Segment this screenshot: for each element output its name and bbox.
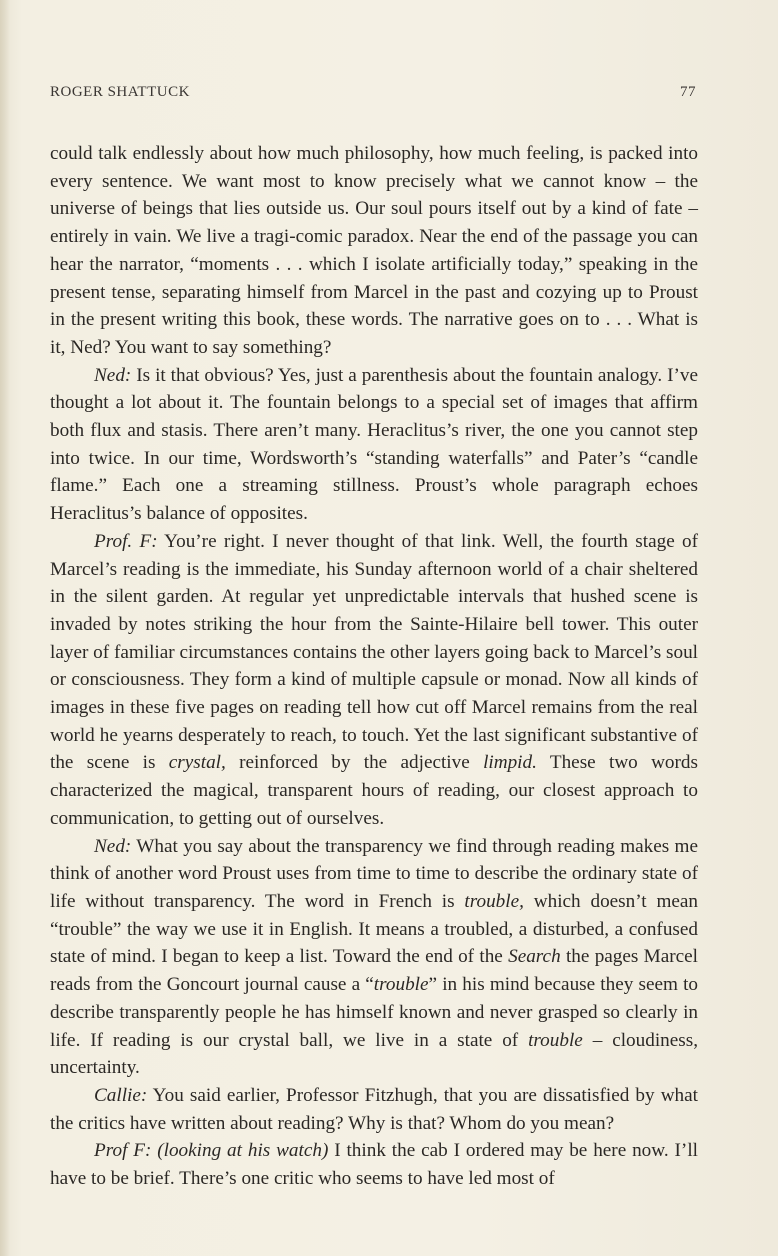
emphasis-word: limpid. [483,752,537,774]
page-header [50,84,696,104]
speaker-name: Prof F: (looking at his watch) [94,1140,329,1162]
paragraph-text: These two words characterized the magical, transparent hours of reading, our closest approach to communication, to getting out of ourselves. [50,752,698,829]
paragraph-1 [50,140,698,362]
emphasis-word: trouble, [464,890,524,912]
paragraph-3 [50,528,698,833]
emphasis-word: trouble [373,974,429,996]
speaker-name: Ned: [94,364,132,386]
page-gutter-shadow [0,0,10,1256]
running-head: ROGER SHATTUCK [50,84,190,100]
paragraph-text: which doesn’t mean “trouble” the way we use it in English. It means a troubled, a disturbed, a confused state of mind. I began to keep a list. Toward the end of the [50,890,698,968]
paragraph-text: I think the cab I ordered may be here now. I’ll have to be brief. There’s one critic who seems to have led most of [50,1140,698,1190]
page-number: 77 [680,84,696,100]
paragraph-text: reinforced by the adjective [225,752,484,774]
paragraph-text: the pages Marcel reads from the Goncourt journal cause a “ [50,946,698,996]
speaker-name: Callie: [94,1084,148,1106]
body-text [50,140,698,1193]
emphasis-word: trouble [528,1029,583,1051]
paragraph-text: You said earlier, Professor Fitzhugh, that you are dissatisfied by what the critics have written about reading? Why is that? Whom do you mean? [50,1084,698,1134]
paragraph-text: What you say about the transparency we find through reading makes me think of another word Proust uses from time to time to describe the ordinary state of life without transparency. The word in French is [50,835,698,912]
speaker-name: Ned: [94,835,132,857]
paragraph-text: ” in his mind because they seem to describe transparently people he has himself known and never grasped so clearly in life. If reading is our crystal ball, we live in a state of [50,974,698,1051]
paragraph-5 [50,1082,698,1137]
paragraph-text: Is it that obvious? Yes, just a parenthesis about the fountain analogy. I’ve thought a lot about it. The fountain belongs to a special set of images that affirm both flux and stasis. There aren’t many. Heraclitus’s river, the one you cannot step into twice. In our time, Wordsworth’s “standing waterfalls” and Pater’s “candle flame.” Each one a streaming stillness. Proust’s whole paragraph echoes Heraclitus’s balance of opposites. [50,364,698,525]
speaker-name: Prof. F: [94,530,158,552]
paragraph-6 [50,1137,698,1192]
paragraph-text: You’re right. I never thought of that link. Well, the fourth stage of Marcel’s reading is the immediate, his Sunday afternoon world of a chair sheltered in the silent garden. At regular yet unpredictable intervals that hushed scene is invaded by notes striking the hour from the Sainte-Hilaire bell tower. This outer layer of familiar circumstances contains the other layers going back to Marcel’s soul or consciousness. They form a kind of multiple capsule or monad. Now all kinds of images in these five pages on reading tell how cut off Marcel remains from the real world he yearns desperately to reach, to touch. Yet the last significant substantive of the scene is [50,530,698,774]
paragraph-4 [50,833,698,1082]
paragraph-2 [50,362,698,528]
paragraph-text: – cloudiness, uncertainty. [50,1029,698,1079]
paragraph-text: could talk endlessly about how much philosophy, how much feeling, is packed into every sentence. We want most to know precisely what we cannot know – the universe of beings that lies outside us. Our soul pours itself out by a kind of fate – entirely in vain. We live a tragi-comic paradox. Near the end of the passage you can hear the narrator, “moments . . . which I isolate artificially today,” speaking in the present tense, separating himself from Marcel in the past and cozying up to Proust in the present writing this book, these words. The narrative goes on to . . . What is it, Ned? You want to say something? [50,143,698,358]
emphasis-word: crystal, [168,752,226,774]
emphasis-word: Search [508,946,561,968]
